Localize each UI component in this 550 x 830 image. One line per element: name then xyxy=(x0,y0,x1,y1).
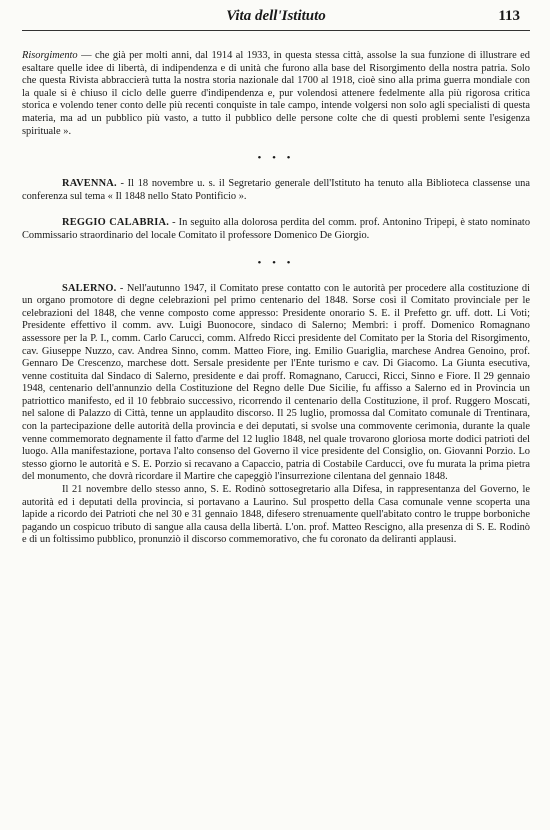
paragraph-risorgimento xyxy=(22,50,530,138)
running-title: Vita dell'Istituto xyxy=(226,8,326,24)
paragraph-salerno-2: Il 21 novembre dello stesso anno, S. E. Rodinò sottosegretario alla Difesa, in rappresentanza del Governo, le autorità ed i deputati della provincia, si portavano a Laurino. Sul prospetto della Casa comunale venne scoperta una lapide a ricordo dei Patrioti che nel 30 e 31 gennaio 1848, difesero strenuamente quell'abitato contro le truppe borboniche pagando un cospicuo tributo di sangue alla causa della libertà. L'on. prof. Matteo Rescigno, alla presenza di S. E. Rodinò e di un foltissimo pubblico, pronunziò il discorso commemorativo, che fu coronato da deliranti applausi. xyxy=(22,484,530,546)
paragraph-ravenna xyxy=(22,178,530,203)
lead-ravenna: RAVENNA. xyxy=(62,178,117,190)
article-body xyxy=(22,50,530,547)
text-reggio-calabria: - In seguito alla dolorosa perdita del comm. prof. Antonino Tripepi, è stato nominato Commissario straordinario del locale Comitato il professore Domenico De Giorgio. xyxy=(22,217,531,241)
running-header xyxy=(22,0,530,31)
text-salerno: - Nell'autunno 1947, il Comitato prese contatto con le autorità per procedere alla costituzione di un organo promotore di degne celebrazioni pel primo centenario del 1848. Sorse così il Comitato provinciale per le celebrazioni del 1848, che venne composto come appresso: Presidente onorario S. E. il Prefetto gr. uff. dott. Li Voti; Presidente effettivo il comm. avv. Luigi Buonocore, sindaco di Salerno; Membri: i proff. Domenico Romagnano assessore per la P. I., comm. Carlo Carucci, comm. Alfredo Ricci presidente del Comitato per la Storia del Risorgimento, cav. Giuseppe Nuzzo, cav. Andrea Sinno, comm. Matteo Fiore, ing. Emilio Guariglia, marchese Andrea Genoino, prof. Gennaro De Crescenzo, marchese dott. Sersale presidente per l'Ente turismo e cav. Di Giacomo. La Giunta esecutiva, venne costituita dal Sindaco di Salerno, presidente e dai proff. Romagnano, Carucci, Ricci, Sinno e Fiore. Il 29 gennaio 1948, centenario dell'annunzio della Costituzione del Regno delle Due Sicilie, fu affisso a Salerno ed in Provincia un patriottico manifesto, ed il 10 febbraio successivo, ricorrendo il centenario della Costituzione, il prof. Ruggero Moscati, nel salone di Palazzo di Città, tenne un applaudito discorso. Il 25 luglio, promossa dal Comitato comunale di Trentinara, con la partecipazione delle autorità della provincia e dei deputati, si svolse una commovente cerimonia, durante la quale venne commemorato degnamente il fatto d'arme del 12 luglio 1848, nel quale trovarono gloriosa morte dodici patrioti del luogo. Alla manifestazione, portava l'alto consenso del Governo il vice presidente del Consiglio, on. Giovanni Porzio. Lo stesso giorno le autorità e S. E. Porzio si recavano a Capaccio, patria di Costabile Carducci, ove fu murata la prima pietra del monumento, che dovrà ricordare il Martire che capeggiò l'insurrezione cilentana del gennaio 1848. xyxy=(22,282,530,483)
lead-salerno: SALERNO. xyxy=(62,282,117,294)
section-separator: • • • xyxy=(257,256,295,269)
spacer xyxy=(22,203,530,217)
lead-reggio-calabria: REGGIO CALABRIA. xyxy=(62,217,170,229)
page-number: 113 xyxy=(498,8,520,24)
lead-risorgimento: Risorgimento xyxy=(22,50,78,61)
text-ravenna: - Il 18 novembre u. s. il Segretario generale dell'Istituto ha tenuto alla Biblioteca classense una conferenza sul tema « Il 1848 nello Stato Pontificio ». xyxy=(22,178,530,202)
text-risorgimento: — che già per molti anni, dal 1914 al 1933, in questa stessa città, assolse la sua funzione di illustrare ed esaltare quelle idee di libertà, di indipendenza e di unità che furono alla base del Risorgimento della nostra patria. Solo che questa Rivista abbraccierà tutta la nostra storia nazionale dal 1700 al 1918, cioè sino alla prima guerra mondiale con la quale si è chiuso il ciclo delle guerre d'indipendenza e, pur volendosi attenere fedelmente alla più rigorosa critica storica e volendo tener conto delle più recenti conquiste in tale campo, intende volgersi non solo agli specialisti di questa materia, ma ad un pubblico più vasto, a tutto il pubblico delle persone colte che di questi problemi sente l'esigenza spirituale ». xyxy=(22,50,530,137)
paragraph-salerno xyxy=(22,283,530,485)
paragraph-reggio-calabria xyxy=(22,217,530,242)
section-separator: • • • xyxy=(257,152,295,165)
